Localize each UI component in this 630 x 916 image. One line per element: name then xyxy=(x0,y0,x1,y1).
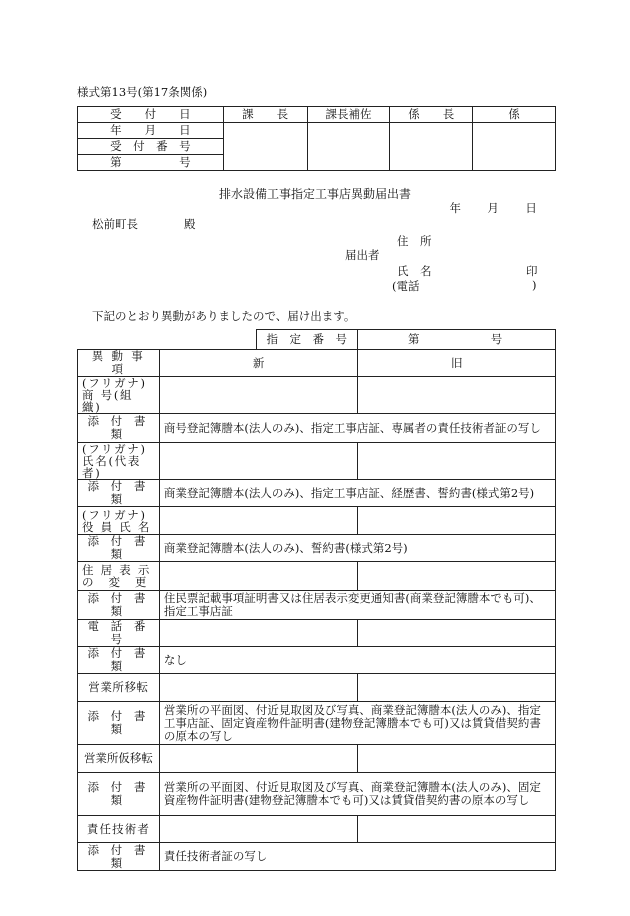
phone-number-label: 電 話 番 号 xyxy=(78,620,160,647)
officer-name-new[interactable] xyxy=(159,507,358,535)
residence-change-label: 住 居 表 示 の 変 更 xyxy=(78,562,160,591)
change-table xyxy=(77,349,556,871)
attachment-label: 添 付 書 類 xyxy=(78,535,160,562)
attachment-docs: 住民票記載事項証明書又は住居表示変更通知書(商業登記簿謄本でも可)、指定工事店証 xyxy=(159,591,555,620)
residence-change-old[interactable] xyxy=(358,562,556,591)
document-title: 排水設備工事指定工事店異動届出書 xyxy=(218,187,411,201)
attachment-docs: 商業登記簿謄本(法人のみ)、指定工事店証、経歴書、誓約書(様式第2号) xyxy=(159,480,555,507)
addressee: 松前町長 殿 xyxy=(92,217,196,231)
reception-date-header: 受 付 日 xyxy=(78,107,224,123)
representative-label: (フリガナ) 氏名(代表者) xyxy=(78,443,160,480)
phone-close: ) xyxy=(532,278,537,292)
designation-table xyxy=(256,329,556,350)
attachment-docs: 商業登記簿謄本(法人のみ)、誓約書(様式第2号) xyxy=(159,535,555,562)
submission-date: 年 月 日 xyxy=(449,201,538,215)
subsection-chief-stamp[interactable] xyxy=(390,123,473,171)
temp-relocation-old[interactable] xyxy=(358,745,556,773)
attachment-label: 添 付 書 類 xyxy=(78,591,160,620)
attachment-label: 添 付 書 類 xyxy=(78,843,160,871)
name-label: 氏 名 xyxy=(397,264,432,278)
temp-relocation-new[interactable] xyxy=(159,745,358,773)
designation-value[interactable]: 第 号 xyxy=(357,330,555,350)
reception-table xyxy=(77,106,556,171)
attachment-label: 添 付 書 類 xyxy=(78,480,160,507)
deputy-chief-header: 課長補佐 xyxy=(307,107,390,123)
address-label: 住 所 xyxy=(397,234,432,248)
attachment-docs: なし xyxy=(159,647,555,674)
attachment-docs: 責任技術者証の写し xyxy=(159,843,555,871)
engineer-label: 責任技術者 xyxy=(78,816,160,843)
change-item-header: 異 動 事 項 xyxy=(78,350,160,377)
representative-new[interactable] xyxy=(159,443,358,480)
form-number: 様式第13号(第17条関係) xyxy=(77,85,208,99)
company-name-new[interactable] xyxy=(159,377,358,414)
section-chief-stamp[interactable] xyxy=(223,123,307,171)
representative-old[interactable] xyxy=(358,443,556,480)
staff-header: 係 xyxy=(473,107,556,123)
officer-name-label: (フリガナ) 役 員 氏 名 xyxy=(78,507,160,535)
old-header: 旧 xyxy=(358,350,556,377)
office-relocation-label: 営業所移転 xyxy=(78,674,160,702)
attachment-docs: 商号登記簿謄本(法人のみ)、指定工事店証、専属者の責任技術者証の写し xyxy=(159,414,555,443)
residence-change-new[interactable] xyxy=(159,562,358,591)
section-chief-header: 課 長 xyxy=(223,107,307,123)
reception-date-value: 年 月 日 xyxy=(78,123,224,139)
attachment-label: 添 付 書 類 xyxy=(78,773,160,816)
reception-number-label: 受 付 番 号 xyxy=(78,139,224,155)
engineer-new[interactable] xyxy=(159,816,358,843)
office-relocation-new[interactable] xyxy=(159,674,358,702)
company-name-label: (フリガナ) 商 号(組 織) xyxy=(78,377,160,414)
phone-label: (電話 xyxy=(392,279,420,293)
applicant-label: 届出者 xyxy=(345,248,380,262)
phone-number-new[interactable] xyxy=(159,620,358,647)
new-header: 新 xyxy=(159,350,358,377)
attachment-label: 添 付 書 類 xyxy=(78,414,160,443)
officer-name-old[interactable] xyxy=(358,507,556,535)
attachment-label: 添 付 書 類 xyxy=(78,702,160,745)
attachment-docs: 営業所の平面図、付近見取図及び写真、商業登記簿謄本(法人のみ)、指定工事店証、固定資産物件証明書(建物登記簿謄本でも可)又は賃貸借契約書の原本の写し xyxy=(159,702,555,745)
seal-mark: 印 xyxy=(526,264,538,278)
designation-label: 指 定 番 号 xyxy=(257,330,358,350)
deputy-chief-stamp[interactable] xyxy=(307,123,390,171)
temp-relocation-label: 営業所仮移転 xyxy=(78,745,160,773)
attachment-docs: 営業所の平面図、付近見取図及び写真、商業登記簿謄本(法人のみ)、固定資産物件証明書(建物登記簿謄本でも可)又は賃貸借契約書の原本の写し xyxy=(159,773,555,816)
engineer-old[interactable] xyxy=(358,816,556,843)
company-name-old[interactable] xyxy=(358,377,556,414)
staff-stamp[interactable] xyxy=(473,123,556,171)
subsection-chief-header: 係 長 xyxy=(390,107,473,123)
office-relocation-old[interactable] xyxy=(358,674,556,702)
attachment-label: 添 付 書 類 xyxy=(78,647,160,674)
phone-number-old[interactable] xyxy=(358,620,556,647)
reception-number-value: 第 号 xyxy=(78,155,224,171)
statement: 下記のとおり異動がありましたので、届け出ます。 xyxy=(92,309,356,323)
